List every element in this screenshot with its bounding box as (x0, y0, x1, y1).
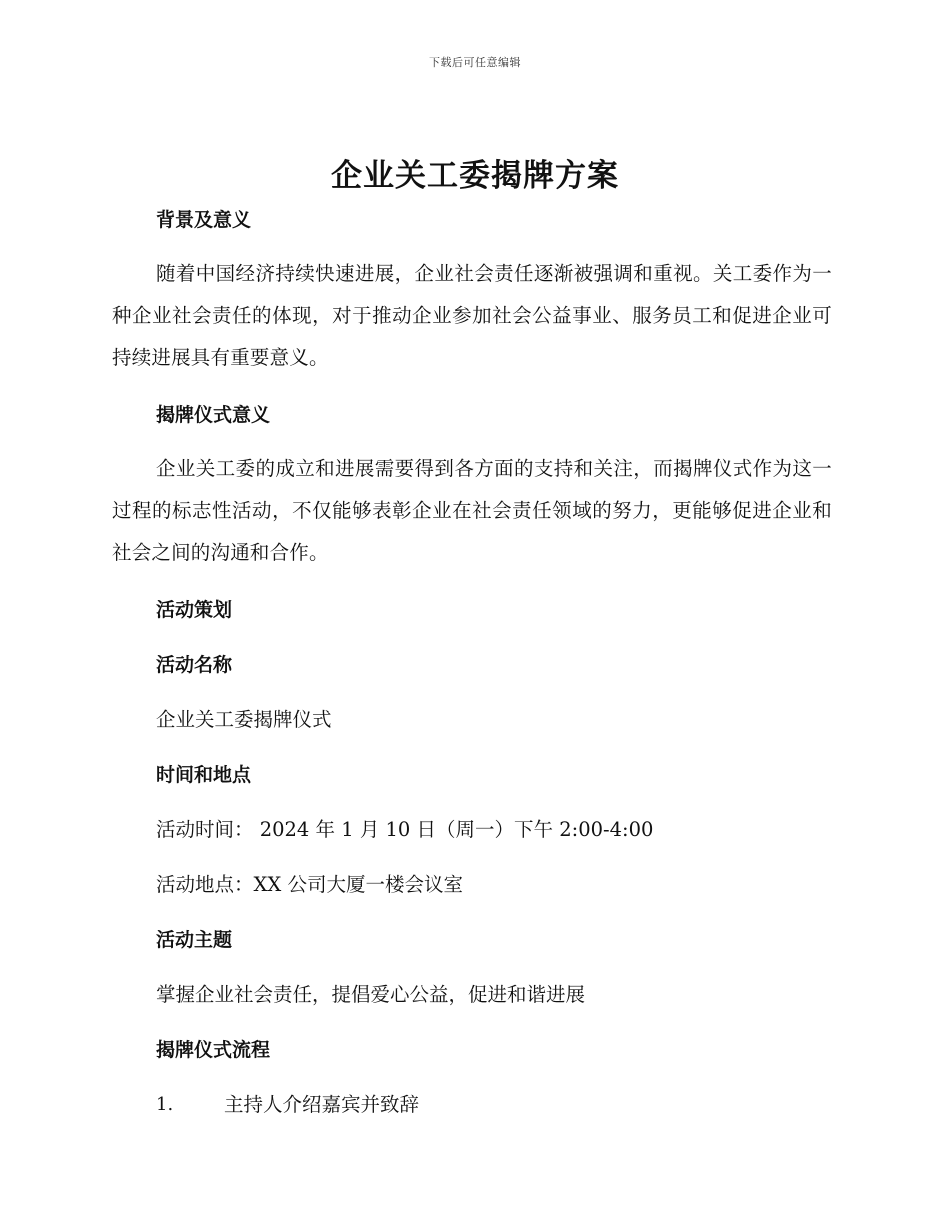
section-heading-time-place: 时间和地点 (156, 764, 252, 786)
section-heading-ceremony-meaning: 揭牌仪式意义 (156, 404, 271, 426)
document-title: 企业关工委揭牌方案 (331, 158, 619, 194)
section-heading-theme: 活动主题 (156, 929, 233, 951)
section-heading-activity-name: 活动名称 (156, 654, 233, 676)
activity-theme-text: 掌握企业社会责任，提倡爱心公益，促进和谐进展 (156, 983, 586, 1006)
activity-place-text: 活动地点：XX 公司大厦一楼会议室 (156, 873, 463, 896)
section-heading-planning: 活动策划 (156, 599, 233, 621)
list-item-number: 1. (156, 1094, 174, 1115)
document-body (112, 201, 832, 1124)
activity-name-text: 企业关工委揭牌仪式 (156, 708, 332, 731)
paragraph-background: 随着中国经济持续快速进展，企业社会责任逐渐被强调和重视。关工委作为一种企业社会责任的体现，对于推动企业参加社会公益事业、服务员工和促进企业可持续进展具有重要意义。 (112, 262, 832, 369)
activity-time-text: 活动时间： 2024 年 1 月 10 日（周一）下午 2:00-4:00 (156, 818, 654, 841)
header-note: 下载后可任意编辑 (429, 56, 521, 69)
section-heading-background: 背景及意义 (156, 209, 252, 231)
paragraph-ceremony-meaning: 企业关工委的成立和进展需要得到各方面的支持和关注，而揭牌仪式作为这一过程的标志性活动，不仅能够表彰企业在社会责任领域的努力，更能够促进企业和社会之间的沟通和合作。 (112, 457, 832, 564)
list-item-text: 主持人介绍嘉宾并致辞 (224, 1093, 420, 1116)
section-heading-process: 揭牌仪式流程 (156, 1039, 271, 1061)
list-item (156, 1086, 832, 1124)
